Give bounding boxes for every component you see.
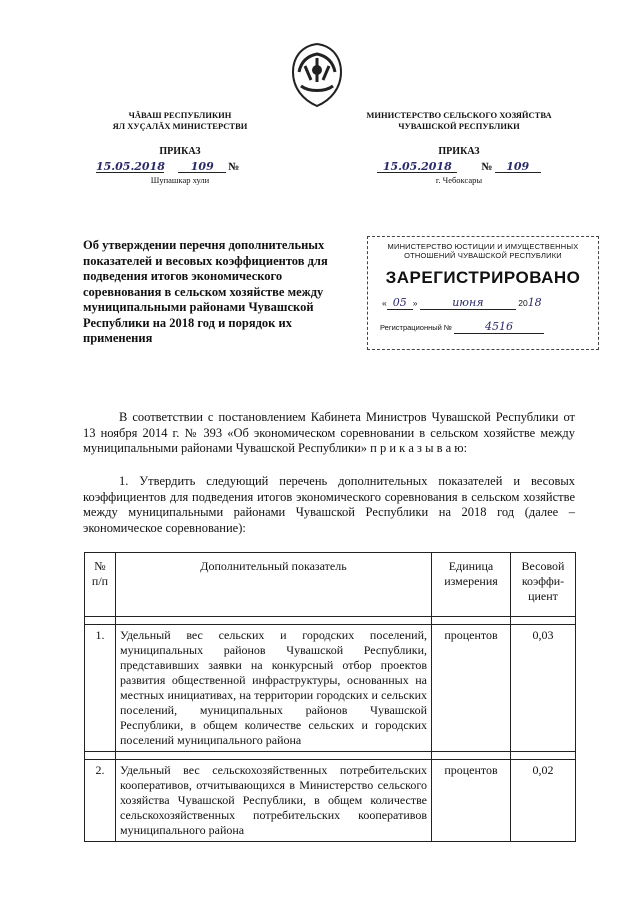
stamp-reg-label: Регистрационный № — [380, 323, 452, 332]
table-gap-row — [85, 617, 576, 625]
row-unit: процентов — [432, 625, 511, 752]
item-1-paragraph: 1. Утвердить следующий перечень дополнительных показателей и весовых коэффициентов для подведения итогов экономического соревнования в сельском хозяйстве между муниципальными районами Чувашской Республики на 2018 год (далее – экономическое соревнование): — [83, 474, 575, 535]
table-gap-row — [85, 752, 576, 760]
left-order-word: ПРИКАЗ — [159, 146, 201, 157]
right-city: г. Чебоксары — [435, 175, 483, 185]
header-left — [96, 110, 264, 186]
stamp-quote-close: » — [412, 298, 418, 308]
stamp-month: июня — [420, 296, 516, 310]
stamp-year-suffix: 18 — [527, 296, 542, 309]
right-number-sign: № — [481, 161, 493, 173]
row-num: 2. — [85, 760, 116, 842]
row-coefficient: 0,03 — [511, 625, 576, 752]
right-org-line2: ЧУВАШСКОЙ РЕСПУБЛИКИ — [398, 121, 520, 131]
left-number-sign: № — [228, 161, 240, 173]
left-org-line1: ЧĂВАШ РЕСПУБЛИКИН — [128, 110, 232, 120]
header-num: № п/п — [85, 553, 116, 617]
table-header-row — [85, 553, 576, 617]
header-unit: Единица измерения — [432, 553, 511, 617]
document-title: Об утверждении перечня дополнительных показателей и весовых коэффициентов для подведения итогов экономического соревнования в сельском хозяйстве между муниципальными районами Чувашской Республики на 2018 год и порядок их применения — [83, 238, 328, 345]
stamp-quote-open: « — [382, 298, 387, 308]
row-unit: процентов — [432, 760, 511, 842]
right-org-line1: МИНИСТЕРСТВО СЕЛЬСКОГО ХОЗЯЙСТВА — [366, 110, 552, 120]
stamp-reg-number: 4516 — [454, 320, 544, 334]
left-city: Шупашкар хули — [150, 175, 210, 185]
header-right — [357, 110, 561, 186]
left-order-date: 15.05.2018 — [96, 160, 165, 173]
left-order-number: 109 — [178, 161, 226, 173]
row-coefficient: 0,02 — [511, 760, 576, 842]
stamp-line1: МИНИСТЕРСТВО ЮСТИЦИИ И ИМУЩЕСТВЕННЫХ — [387, 242, 579, 251]
header-coefficient: Весовой коэффи-циент — [511, 553, 576, 617]
row-description: Удельный вес сельскохозяйственных потребительских кооперативов, отчитывающихся в Министерство сельского хозяйства Чувашской Республики, в общем количестве сельскохозяйственных потребительских кооперативов муниципального района — [116, 760, 432, 842]
stamp-registered: ЗАРЕГИСТРИРОВАНО — [385, 268, 581, 287]
preamble-paragraph: В соответствии с постановлением Кабинета Министров Чувашской Республики от 13 ноября 2014 г. № 393 «Об экономическом соревновании в сельском хозяйстве между муниципальными районами Чувашской Республики» п р и к а з ы в а ю: — [83, 410, 575, 456]
indicators-table — [84, 552, 576, 842]
stamp-line2: ОТНОШЕНИЙ ЧУВАШСКОЙ РЕСПУБЛИКИ — [404, 251, 562, 260]
row-num: 1. — [85, 625, 116, 752]
registration-stamp — [367, 236, 599, 350]
table-row — [85, 625, 576, 752]
left-org-line2: ЯЛ ХУÇАЛĂХ МИНИСТЕРСТВИ — [112, 121, 248, 131]
right-order-word: ПРИКАЗ — [438, 146, 480, 157]
right-order-number: 109 — [495, 161, 541, 173]
coat-of-arms-emblem — [287, 42, 347, 108]
right-order-date: 15.05.2018 — [377, 161, 457, 173]
stamp-year-prefix: 20 — [518, 298, 528, 308]
table-row — [85, 760, 576, 842]
header-indicator: Дополнительный показатель — [116, 553, 432, 617]
row-description: Удельный вес сельских и городских поселений, муниципальных районов Чувашской Республики, представивших заявки на конкурсный отбор проектов развития общественной инфраструктуры, основанных на местных инициативах, на территории городских и сельских поселений, муниципальных районов Чувашской Республики, в общем количестве сельских и городских поселений муниципального района — [116, 625, 432, 752]
stamp-day: 05 — [387, 296, 413, 310]
